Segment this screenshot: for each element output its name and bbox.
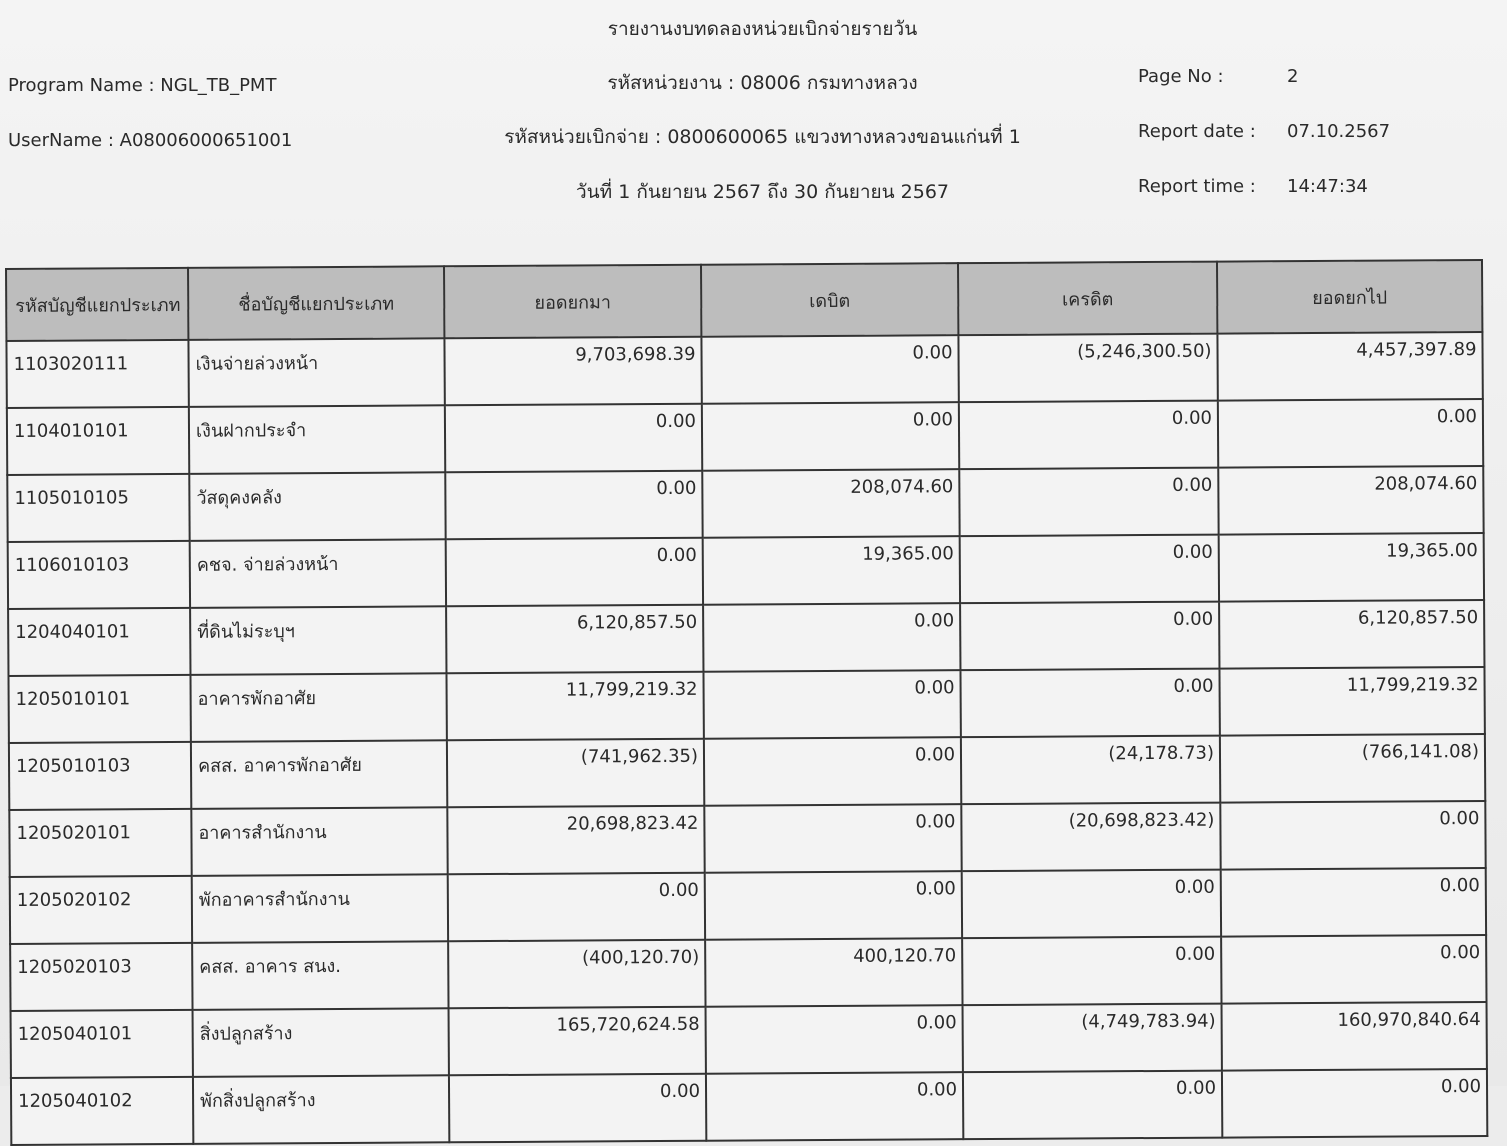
cell-account-code: 1205020103 — [10, 943, 192, 1011]
cell-opening-balance: 11,799,219.32 — [446, 672, 703, 741]
col-account-code: รหัสบัญชีแยกประเภท — [6, 268, 188, 341]
cell-account-code: 1106010103 — [8, 541, 190, 609]
cell-debit: 0.00 — [705, 871, 962, 940]
col-credit: เครดิต — [958, 262, 1217, 336]
cell-debit: 0.00 — [701, 335, 958, 404]
cell-account-code: 1205010103 — [9, 742, 191, 810]
cell-account-name: พักอาคารสำนักงาน — [192, 874, 448, 943]
cell-opening-balance: 0.00 — [449, 1074, 706, 1143]
cell-credit: 0.00 — [959, 401, 1218, 470]
cell-debit: 19,365.00 — [703, 536, 960, 605]
cell-credit: 0.00 — [962, 937, 1221, 1006]
report-time-label: Report time : — [1138, 176, 1256, 197]
col-opening-balance: ยอดยกมา — [444, 265, 701, 339]
cell-debit: 208,074.60 — [702, 469, 959, 538]
cell-account-code: 1204040101 — [8, 608, 190, 676]
table-row — [8, 600, 1484, 676]
cell-opening-balance: 0.00 — [446, 538, 703, 607]
cell-opening-balance: 6,120,857.50 — [446, 605, 703, 674]
cell-account-name: คสส. อาคารพักอาศัย — [191, 740, 447, 809]
cell-account-name: คชจ. จ่ายล่วงหน้า — [190, 539, 446, 608]
cell-account-code: 1205020101 — [9, 809, 191, 877]
cell-credit: (5,246,300.50) — [958, 334, 1217, 403]
date-range: วันที่ 1 กันยายน 2567 ถึง 30 กันยายน 2567 — [575, 181, 950, 203]
cell-opening-balance: (400,120.70) — [448, 940, 705, 1009]
program-name: Program Name : NGL_TB_PMT — [8, 75, 277, 96]
report-title: รายงานงบทดลองหน่วยเบิกจ่ายรายวัน — [607, 18, 918, 40]
cell-account-name: อาคารสำนักงาน — [191, 807, 447, 876]
cell-account-name: เงินจ่ายล่วงหน้า — [188, 338, 444, 407]
cell-closing-balance: (766,141.08) — [1220, 734, 1485, 803]
cell-closing-balance: 4,457,397.89 — [1217, 332, 1482, 401]
table-row — [10, 935, 1486, 1011]
cell-account-code: 1105010105 — [7, 474, 189, 542]
cell-credit: 0.00 — [960, 535, 1219, 604]
table-row — [11, 1002, 1487, 1078]
report-time: 14:47:34 — [1287, 176, 1368, 197]
table-row — [8, 667, 1484, 743]
cell-closing-balance: 0.00 — [1222, 1069, 1487, 1138]
cell-account-name: สิ่งปลูกสร้าง — [193, 1008, 449, 1077]
page-no-label: Page No : — [1138, 66, 1224, 87]
cell-closing-balance: 0.00 — [1221, 935, 1486, 1004]
cell-closing-balance: 208,074.60 — [1218, 466, 1483, 535]
cell-opening-balance: 165,720,624.58 — [449, 1007, 706, 1076]
report-date: 07.10.2567 — [1287, 121, 1391, 142]
cell-credit: 0.00 — [963, 1071, 1222, 1140]
cell-credit: 0.00 — [962, 870, 1221, 939]
cell-debit: 0.00 — [706, 1072, 963, 1141]
cell-account-name: พักสิ่งปลูกสร้าง — [193, 1075, 449, 1144]
cell-debit: 400,120.70 — [705, 938, 962, 1007]
cell-closing-balance: 11,799,219.32 — [1219, 667, 1484, 736]
cell-account-name: วัสดุคงคลัง — [189, 472, 445, 541]
cell-debit: 0.00 — [703, 670, 960, 739]
cell-closing-balance: 6,120,857.50 — [1219, 600, 1484, 669]
cell-opening-balance: 0.00 — [445, 471, 702, 540]
page-no: 2 — [1287, 66, 1299, 87]
cell-debit: 0.00 — [702, 402, 959, 471]
cell-closing-balance: 0.00 — [1220, 801, 1485, 870]
cell-credit: 0.00 — [959, 468, 1218, 537]
cell-debit: 0.00 — [704, 737, 961, 806]
cell-account-name: ที่ดินไม่ระบุฯ — [190, 606, 446, 675]
cell-account-code: 1205040101 — [11, 1010, 193, 1078]
cell-account-name: เงินฝากประจำ — [189, 405, 445, 474]
username: UserName : A08006000651001 — [8, 130, 293, 151]
col-debit: เดบิต — [701, 263, 958, 337]
cell-opening-balance: 20,698,823.42 — [447, 806, 704, 875]
cell-credit: (20,698,823.42) — [961, 803, 1220, 872]
table-row — [10, 868, 1486, 944]
cell-account-code: 1104010101 — [7, 407, 189, 475]
cell-debit: 0.00 — [706, 1005, 963, 1074]
cell-opening-balance: 9,703,698.39 — [444, 337, 701, 406]
department-code: รหัสหน่วยงาน : 08006 กรมทางหลวง — [607, 72, 918, 94]
cell-account-name: คสส. อาคาร สนง. — [192, 941, 448, 1010]
cell-credit: 0.00 — [960, 669, 1219, 738]
cell-opening-balance: 0.00 — [445, 404, 702, 473]
cell-credit: (4,749,783.94) — [963, 1004, 1222, 1073]
col-closing-balance: ยอดยกไป — [1217, 260, 1482, 334]
cell-account-name: อาคารพักอาศัย — [190, 673, 446, 742]
cell-opening-balance: 0.00 — [448, 873, 705, 942]
table-row — [7, 399, 1483, 475]
cell-opening-balance: (741,962.35) — [447, 739, 704, 808]
trial-balance-table — [5, 259, 1488, 1146]
table-header-row — [6, 260, 1482, 341]
cell-account-code: 1205040102 — [11, 1077, 193, 1145]
cell-closing-balance: 160,970,840.64 — [1222, 1002, 1487, 1071]
cell-closing-balance: 0.00 — [1221, 868, 1486, 937]
table-row — [9, 734, 1485, 810]
cell-credit: 0.00 — [960, 602, 1219, 671]
table-row — [8, 533, 1484, 609]
table-row — [6, 332, 1482, 408]
col-account-name: ชื่อบัญชีแยกประเภท — [188, 266, 444, 340]
cell-account-code: 1103020111 — [6, 340, 188, 408]
cell-debit: 0.00 — [703, 603, 960, 672]
cell-account-code: 1205020102 — [10, 876, 192, 944]
table-row — [9, 801, 1485, 877]
disbursing-unit: รหัสหน่วยเบิกจ่าย : 0800600065 แขวงทางหลวงขอนแก่นที่ 1 — [504, 126, 1021, 148]
cell-closing-balance: 0.00 — [1218, 399, 1483, 468]
report-date-label: Report date : — [1138, 121, 1256, 142]
cell-credit: (24,178.73) — [961, 736, 1220, 805]
table-row — [11, 1069, 1487, 1145]
table-row — [7, 466, 1483, 542]
cell-closing-balance: 19,365.00 — [1219, 533, 1484, 602]
cell-account-code: 1205010101 — [8, 675, 190, 743]
cell-debit: 0.00 — [704, 804, 961, 873]
